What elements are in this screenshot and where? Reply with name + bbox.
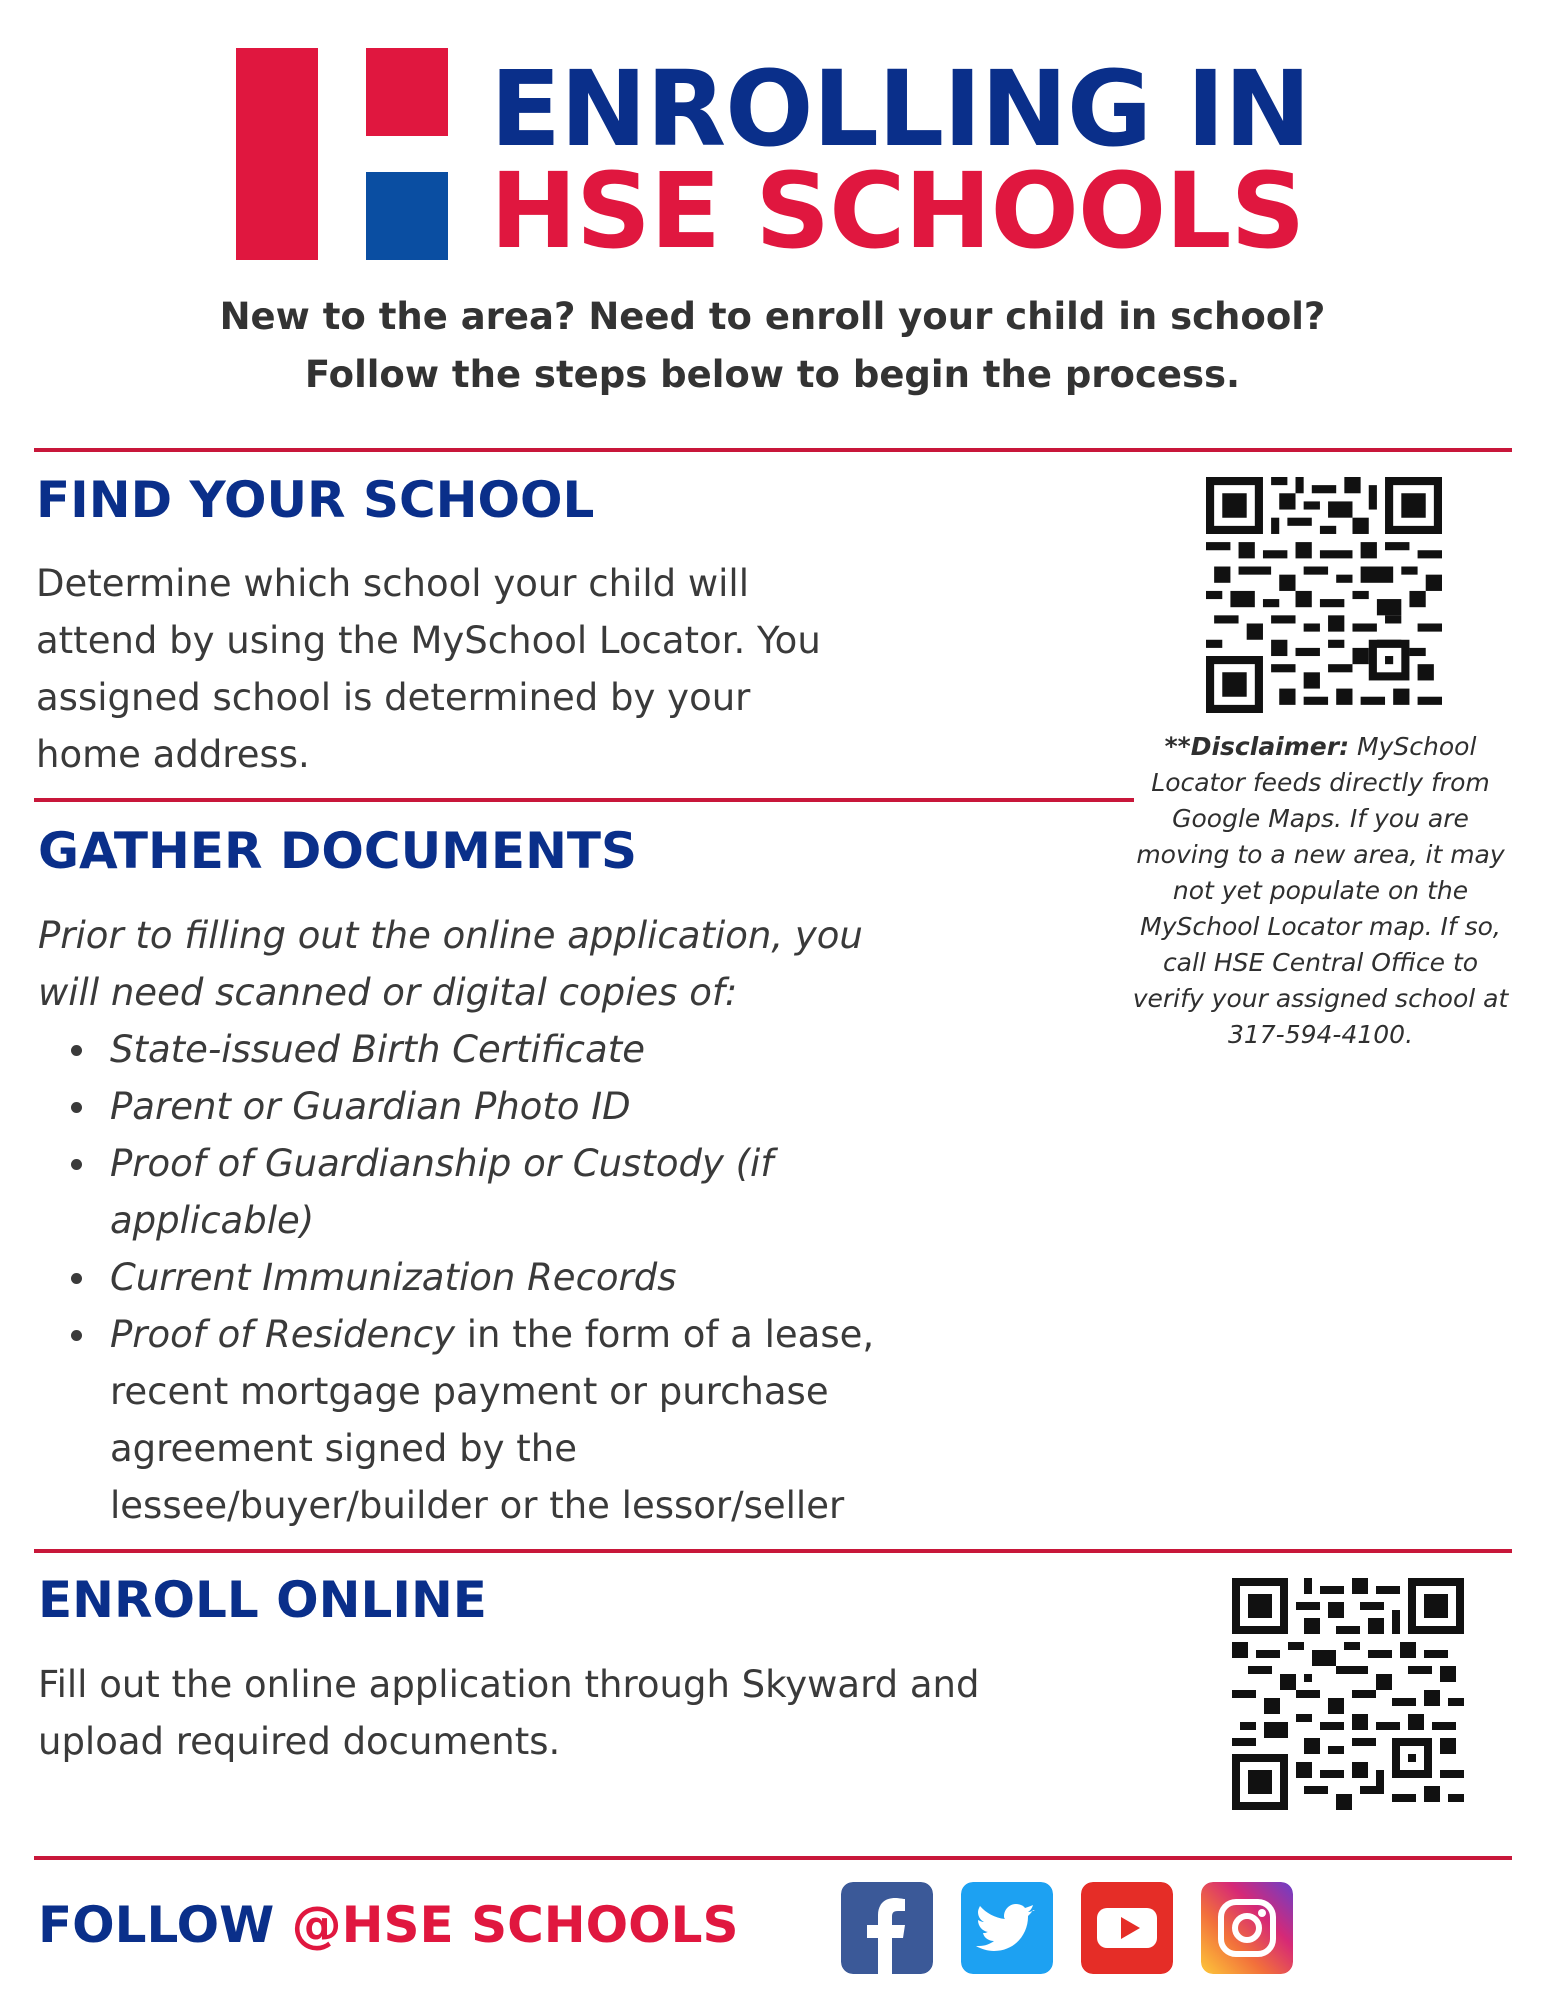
- gather-documents-line: will need scanned or digital copies of:: [38, 971, 738, 1014]
- disclaimer-line: moving to a new area, it may: [1136, 840, 1505, 869]
- list-item: [38, 1135, 908, 1249]
- enroll-online-heading: ENROLL ONLINE: [38, 1571, 487, 1629]
- list-item-text: Parent or Guardian Photo ID: [110, 1085, 631, 1128]
- disclaimer-label: **Disclaimer:: [1164, 732, 1350, 761]
- disclaimer-line: Locator feeds directly from: [1151, 768, 1490, 797]
- find-school-line: home address.: [36, 733, 310, 776]
- list-item-emphasis: Proof of Residency: [110, 1313, 455, 1356]
- list-item: [38, 1249, 908, 1306]
- intro-line1: New to the area? Need to enroll your child in school?: [219, 295, 1326, 338]
- disclaimer-line: Google Maps. If you are: [1172, 804, 1469, 833]
- follow-text: FOLLOW: [38, 1896, 292, 1954]
- youtube-icon[interactable]: [1081, 1882, 1173, 1974]
- find-school-text: [36, 555, 936, 783]
- disclaimer-line: MySchool: [1357, 732, 1477, 761]
- qr-code-icon[interactable]: [1232, 1578, 1464, 1810]
- find-school-line: assigned school is determined by your: [36, 676, 751, 719]
- divider: [34, 798, 1134, 802]
- gather-documents-line: Prior to filling out the online application, you: [38, 914, 863, 957]
- find-school-line: attend by using the MySchool Locator. You: [36, 619, 821, 662]
- twitter-icon[interactable]: [961, 1882, 1053, 1974]
- disclaimer-line: verify your assigned school at: [1132, 984, 1509, 1013]
- disclaimer-line: not yet populate on the: [1172, 876, 1469, 905]
- list-item-text: in the form of a lease,: [454, 1313, 875, 1356]
- disclaimer-line: 317-594-4100.: [1227, 1020, 1414, 1049]
- list-item-text: State-issued Birth Certificate: [110, 1028, 645, 1071]
- divider: [34, 448, 1512, 452]
- disclaimer-line: MySchool Locator map. If so,: [1140, 912, 1501, 941]
- disclaimer: [1128, 729, 1513, 1053]
- list-item: [38, 1078, 908, 1135]
- intro-line2: Follow the steps below to begin the process.: [304, 353, 1241, 396]
- divider: [34, 1549, 1512, 1553]
- list-item-text: lessee/buyer/builder or the lessor/seller: [110, 1484, 845, 1527]
- hse-logo-icon: [236, 48, 448, 260]
- find-school-line: Determine which school your child will: [36, 562, 749, 605]
- facebook-icon[interactable]: [841, 1882, 933, 1974]
- follow-label: [38, 1895, 739, 1955]
- page-title-line1: ENROLLING IN: [490, 48, 1311, 170]
- documents-list: [38, 1021, 908, 1534]
- gather-documents-intro: [38, 907, 938, 1021]
- list-item-text: recent mortgage payment or purchase: [110, 1370, 829, 1413]
- divider: [34, 1856, 1512, 1860]
- list-item-text: Proof of Guardianship or Custody (if: [110, 1142, 774, 1185]
- disclaimer-line: call HSE Central Office to: [1162, 948, 1479, 977]
- enroll-online-line: Fill out the online application through Skyward and: [38, 1663, 980, 1706]
- header: [236, 48, 1336, 272]
- list-item: [38, 1306, 908, 1534]
- list-item-text: Current Immunization Records: [110, 1256, 677, 1299]
- find-school-heading: FIND YOUR SCHOOL: [36, 471, 595, 529]
- list-item-text: agreement signed by the: [110, 1427, 577, 1470]
- enroll-online-line: upload required documents.: [38, 1720, 561, 1763]
- list-item-text: applicable): [110, 1199, 315, 1242]
- list-item: [38, 1021, 908, 1078]
- enroll-online-text: [38, 1656, 1038, 1770]
- page-title-line2: HSE SCHOOLS: [490, 150, 1305, 272]
- gather-documents-heading: GATHER DOCUMENTS: [38, 822, 638, 880]
- instagram-icon[interactable]: [1201, 1882, 1293, 1974]
- qr-code-icon[interactable]: [1206, 477, 1442, 713]
- social-handle: @HSE SCHOOLS: [291, 1896, 739, 1954]
